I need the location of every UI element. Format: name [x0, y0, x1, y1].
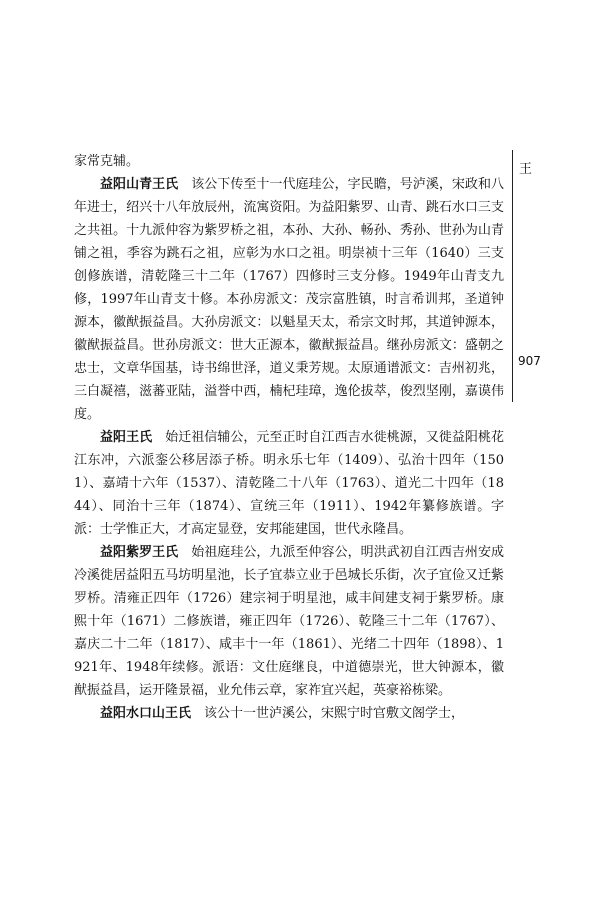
paragraph-yiyang-shuikoushan [74, 702, 504, 725]
paragraph-text: 家常克辅。 [74, 154, 140, 169]
clan-heading: 益阳山青王氏 [100, 177, 179, 192]
paragraph-continuation [74, 150, 504, 173]
paragraph-text: 始祖庭珪公，九派至仲容公，明洪武初自江西吉州安成冷溪徙居益阳五马坊明星池，长子宜恭立业于邑城长乐街，次子宜俭又迁紫罗桥。清雍正四年（1726）建宗祠于明星池，咸丰间建支祠于紫罗桥。康熙十年（1671）二修族谱，雍正四年（1726）、乾隆三十二年（1767）、嘉庆二十二年（1817）、咸丰十一年（1861）、光绪二十四年（1898）、1921年、1948年续修。派语：文仕庭继良，中道德崇光，世大钟源本，徽猷振益昌，运开隆景福，业允伟云章，家祚宜兴起，英豪裕栋梁。 [74, 545, 504, 698]
paragraph-yiyang-ziluo [74, 541, 504, 702]
paragraph-yiyang-shanqing [74, 173, 504, 426]
paragraph-text: 该公下传至十一代庭珪公，字民瞻，号泸溪，宋政和八年进士，绍兴十八年放辰州，流寓资阳。为益阳紫罗、山青、跳石水口三支之共祖。十九派仲容为紫罗桥之祖，本孙、大孙、畅孙、秀孙、世孙为山青铺之祖，季容为跳石之祖，应彰为水口之祖。明崇祯十三年（1640）三支创修族谱，清乾隆三十二年（1767）四修时三支分修。1949年山青支九修，1997年山青支十修。本孙房派文：茂宗富胜镇，时言希训邦，圣道钟源本，徽猷振益昌。大孙房派文：以魁星天太，希宗文时邦，其道钟源本，徽猷振益昌。世孙房派文：世大正源本，徽猷振益昌。继孙房派文：盛朝之忠士，文章华国基，诗书绵世泽，道义秉芳规。太原通谱派文：吉州初兆，三白凝禧，滋蕃亚陆，溢誉中西，楠杞珪璋，逸伦拔萃，俊烈坚刚，嘉谟伟度。 [74, 177, 504, 422]
clan-heading: 益阳水口山王氏 [100, 706, 192, 721]
paragraph-yiyang [74, 426, 504, 541]
page-body [74, 150, 504, 725]
paragraph-text: 该公十一世泸溪公，宋熙宁时官敷文阁学士， [204, 706, 465, 721]
clan-heading: 益阳紫罗王氏 [100, 545, 179, 560]
clan-heading: 益阳王氏 [100, 430, 153, 445]
paragraph-text: 始迁祖信辅公，元至正时自江西吉水徙桃源，又徙益阳桃花江东冲，六派銮公移居添子桥。明永乐七年（1409）、弘治十四年（1501）、嘉靖十六年（1537）、清乾隆二十八年（1763）、道光二十四年（1844）、同治十三年（1874）、宣统三年（1911）、1942年纂修族谱。字派：士学惟正大，才高定显登，安邦能建国，世代永隆昌。 [74, 430, 504, 537]
page-number: 907 [518, 354, 541, 368]
margin-rule [512, 150, 513, 402]
section-character: 王 [519, 162, 533, 177]
